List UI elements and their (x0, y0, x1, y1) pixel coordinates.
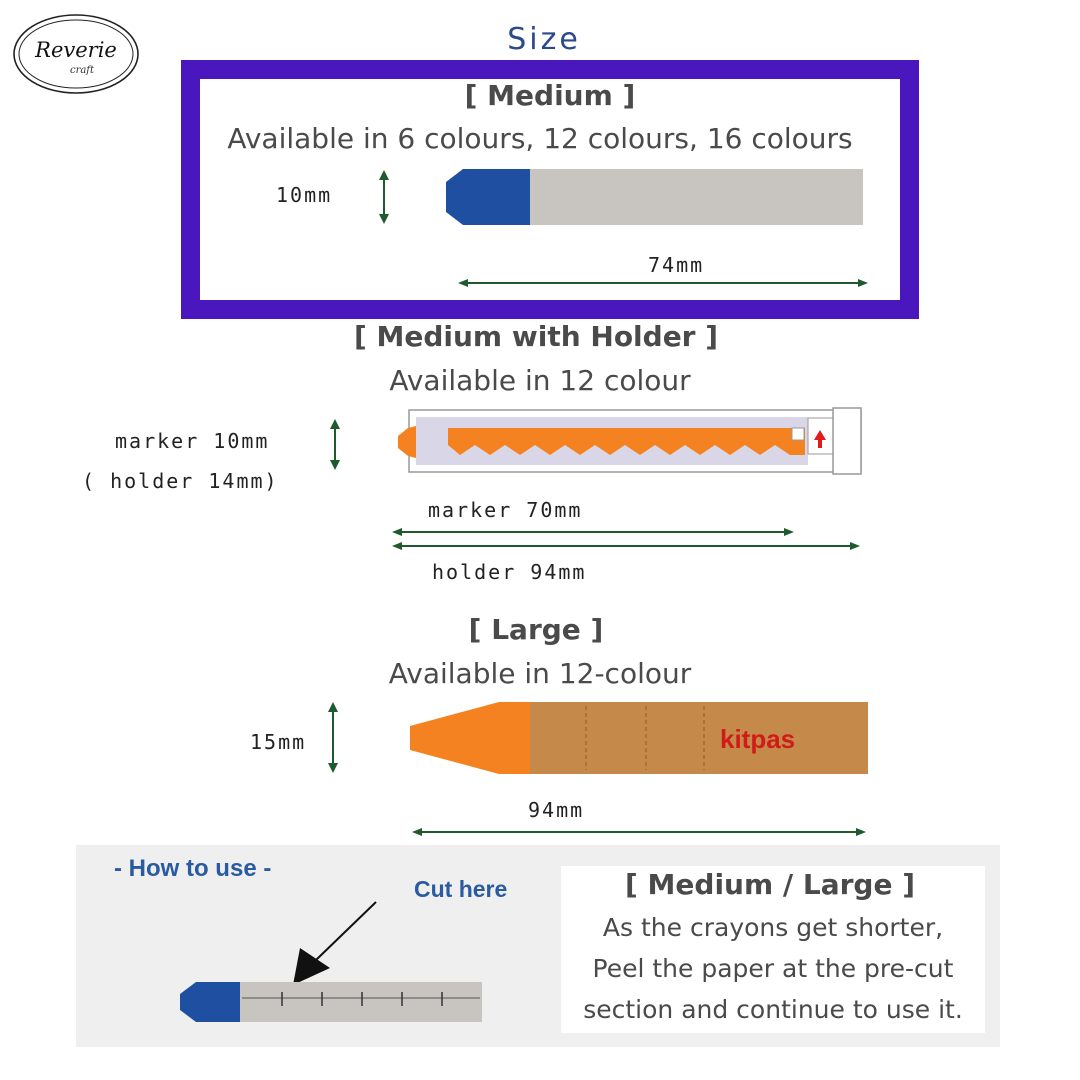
medium-heading: [ Medium ] (464, 79, 636, 112)
large-brand-label: kitpas (720, 724, 796, 754)
howto-crayon-tip (180, 982, 240, 1022)
note-heading: [ Medium / Large ] (625, 868, 915, 901)
holder-holder-size-label: ( holder 14mm) (82, 469, 279, 493)
holder-marker-length-label: marker 70mm (428, 498, 583, 522)
large-availability: Available in 12-colour (388, 657, 692, 690)
howto-crayon-body (240, 982, 482, 1022)
note-line-3: section and continue to use it. (583, 995, 963, 1024)
medium-length-label: 74mm (648, 253, 705, 277)
medium-height-label: 10mm (276, 183, 333, 207)
cut-arrow-icon (293, 948, 330, 985)
how-to-use-title: - How to use - (114, 855, 272, 882)
holder-marker-size-label: marker 10mm (115, 429, 270, 453)
note-line-2: Peel the paper at the pre-cut (592, 954, 954, 983)
large-length-label: 94mm (528, 798, 585, 822)
cut-here-label: Cut here (414, 876, 508, 902)
medium-availability: Available in 6 colours, 12 colours, 16 colours (227, 122, 853, 155)
note-line-1: As the crayons get shorter, (602, 913, 944, 942)
holder-holder-length-label: holder 94mm (432, 560, 587, 584)
holder-availability: Available in 12 colour (389, 364, 691, 397)
holder-heading: [ Medium with Holder ] (353, 320, 719, 353)
page-title: Size (507, 22, 581, 57)
large-heading: [ Large ] (468, 613, 604, 646)
logo-sub: craft (69, 65, 95, 76)
large-height-label: 15mm (250, 730, 307, 754)
logo-name: Reverie (35, 38, 117, 62)
